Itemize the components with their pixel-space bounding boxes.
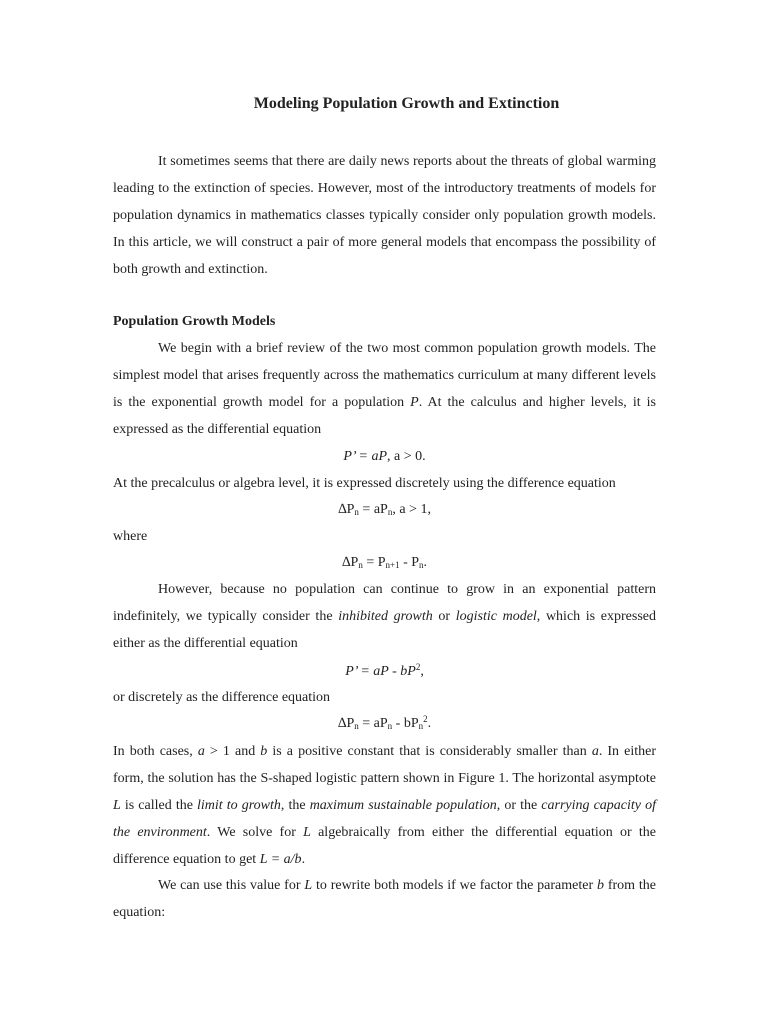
- document-title: Modeling Population Growth and Extinction: [253, 95, 560, 112]
- paragraph-limit-to-growth: In both cases, a > 1 and b is a positive constant that is considerably smaller than a. In either form, the solution has the S-shaped logistic pattern shown in Figure 1. The horizontal asymptote L is called the limit to growth, the maximum sustainable population, or the carrying capacity of the environment. We solve for L algebraically from either the differential equation or the difference equation to get L = a/b.: [113, 744, 657, 867]
- text-where: where: [113, 529, 148, 544]
- paragraph-rewrite: We can use this value for L to rewrite both models if we factor the parameter b from the equation:: [113, 878, 657, 920]
- equation-exponential-difference: $\Delta P_n = aP_n$, a > 1,: [338, 502, 431, 517]
- paragraph-logistic: However, because no population can continue to grow in an exponential pattern indefinitely, we typically consider the inhibited growth or logistic model, which is expressed either as the differential equation: [113, 582, 656, 651]
- text-discrete: or discretely as the difference equation: [113, 690, 331, 705]
- equation-delta-definition: $\Delta P_n = P_{n+1} - P_n$.: [341, 555, 428, 570]
- text-precalculus: At the precalculus or algebra level, it is expressed discretely using the difference equation: [113, 476, 616, 491]
- equation-logistic-differential: P’ = aP - $bP^2$,: [345, 662, 424, 679]
- intro-paragraph: [113, 148, 656, 283]
- section-heading: Population Growth Models: [113, 314, 276, 329]
- equation-exponential-differential: P’ = aP, a > 0.: [343, 449, 426, 464]
- equation-logistic-difference: $\Delta P_n = aP_n - bP_n^2$.: [337, 714, 432, 731]
- intro-text: It sometimes seems that there are daily news reports about the threats of global warming leading to the extinction of species. However, most of the introductory treatments of models for population dynamics in mathematics classes typically consider only population growth models. In this article, we will construct a pair of more general models that encompass the possibility of both growth and extinction.: [113, 154, 656, 277]
- paragraph-exponential: We begin with a brief review of the two most common population growth models. The simplest model that arises frequently across the mathematics curriculum at many different levels is the exponential growth model for a population P. At the calculus and higher levels, it is expressed as the differential equation: [113, 341, 656, 437]
